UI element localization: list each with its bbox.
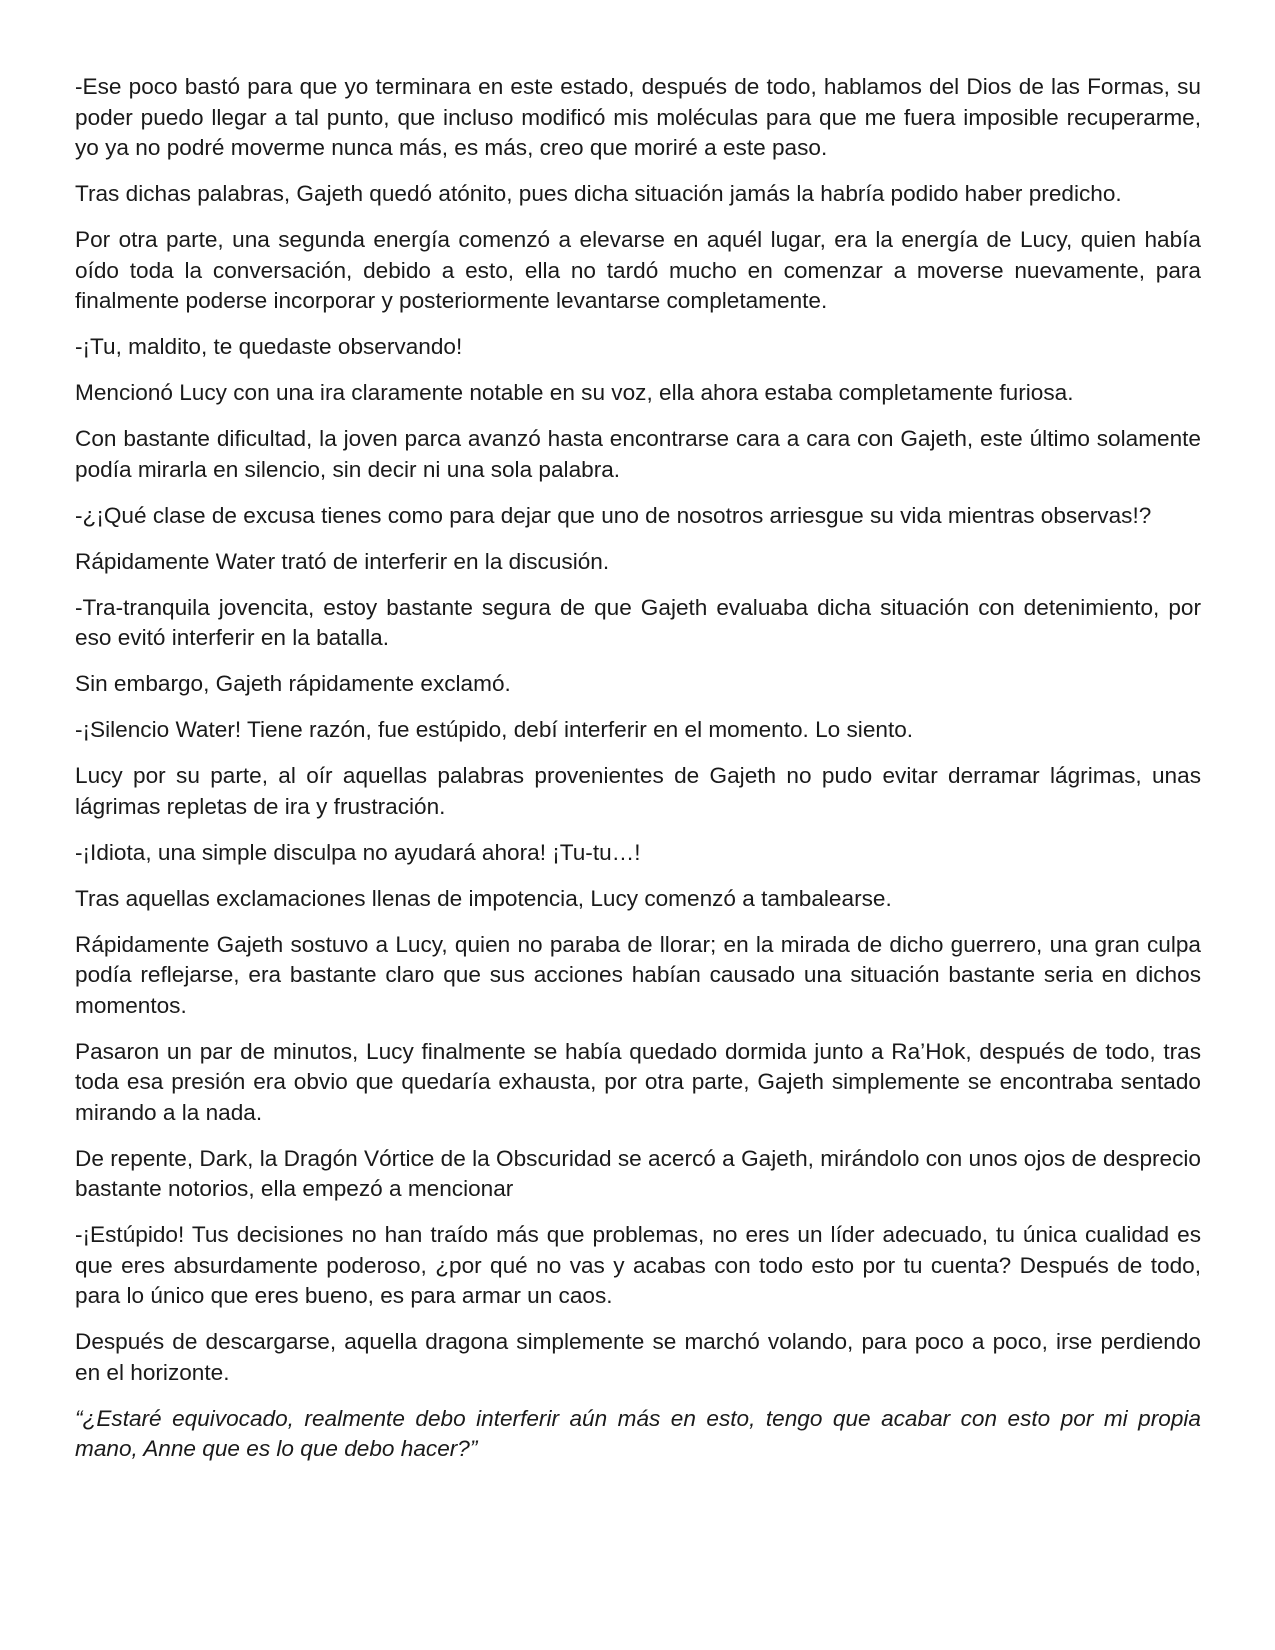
- paragraph-13: -¡Idiota, una simple disculpa no ayudará ahora! ¡Tu-tu…!: [75, 839, 641, 865]
- paragraph-12: Lucy por su parte, al oír aquellas palabras provenientes de Gajeth no pudo evitar derramar lágrimas, unas lágrimas repletas de ira y frustración.: [75, 763, 1201, 819]
- paragraph-5: Mencionó Lucy con una ira claramente notable en su voz, ella ahora estaba completamente furiosa.: [75, 380, 1074, 405]
- paragraph-1: -Ese poco bastó para que yo terminara en este estado, después de todo, hablamos del Dios de las Formas, su poder puedo llegar a tal punto, que incluso modificó mis moléculas para que me fuera imposible recuperarme, yo ya no podré moverme nunca más, es más, creo que moriré a este paso.: [75, 74, 1201, 160]
- paragraph-9: -Tra-tranquila jovencita, estoy bastante segura de que Gajeth evaluaba dicha situación con detenimiento, por eso evitó interferir en la batalla.: [75, 594, 1201, 650]
- inner-thought-paragraph: “¿Estaré equivocado, realmente debo interferir aún más en esto, tengo que acabar con esto por mi propia mano, Anne que es lo que debo hacer?”: [75, 1405, 1201, 1461]
- paragraph-11: -¡Silencio Water! Tiene razón, fue estúpido, debí interferir en el momento. Lo siento.: [75, 717, 914, 742]
- paragraph-6: Con bastante dificultad, la joven parca avanzó hasta encontrarse cara a cara con Gajeth, este último solamente podía mirarla en silencio, sin decir ni una sola palabra.: [75, 426, 1201, 482]
- paragraph-15: Rápidamente Gajeth sostuvo a Lucy, quien no paraba de llorar; en la mirada de dicho guerrero, una gran culpa podía reflejarse, era bastante claro que sus acciones habían causado una situación bastante seria en dichos momentos.: [75, 931, 1201, 1018]
- paragraph-19: Después de descargarse, aquella dragona simplemente se marchó volando, para poco a poco, irse perdiendo en el horizonte.: [75, 1329, 1201, 1385]
- paragraph-18: -¡Estúpido! Tus decisiones no han traído más que problemas, no eres un líder adecuado, tu única cualidad es que eres absurdamente poderoso, ¿por qué no vas y acabas con todo esto por tu cuenta? Después de todo, para lo único que eres bueno, es para armar un caos.: [75, 1222, 1201, 1308]
- paragraph-8: Rápidamente Water trató de interferir en la discusión.: [75, 548, 610, 574]
- paragraph-14: Tras aquellas exclamaciones llenas de impotencia, Lucy comenzó a tambalearse.: [75, 885, 892, 911]
- paragraph-17: De repente, Dark, la Dragón Vórtice de la Obscuridad se acercó a Gajeth, mirándolo con unos ojos de desprecio bastante notorios, ella empezó a mencionar: [75, 1145, 1201, 1201]
- paragraph-2: Tras dichas palabras, Gajeth quedó atónito, pues dicha situación jamás la habría podido haber predicho.: [75, 181, 1122, 206]
- paragraph-3: Por otra parte, una segunda energía comenzó a elevarse en aquél lugar, era la energía de Lucy, quien había oído toda la conversación, debido a esto, ella no tardó mucho en comenzar a moverse nuevamente, para finalmente poderse incorporar y posteriormente levantarse completamente.: [75, 227, 1201, 313]
- paragraph-16: Pasaron un par de minutos, Lucy finalmente se había quedado dormida junto a Ra’Hok, después de todo, tras toda esa presión era obvio que quedaría exhausta, por otra parte, Gajeth simplemente se encontraba sentado mirando a la nada.: [75, 1038, 1201, 1125]
- document-page: [75, 72, 1201, 1480]
- paragraph-4: -¡Tu, maldito, te quedaste observando!: [75, 334, 463, 359]
- paragraph-7: -¿¡Qué clase de excusa tienes como para dejar que uno de nosotros arriesgue su vida mientras observas!?: [75, 502, 1152, 528]
- paragraph-10: Sin embargo, Gajeth rápidamente exclamó.: [75, 671, 511, 696]
